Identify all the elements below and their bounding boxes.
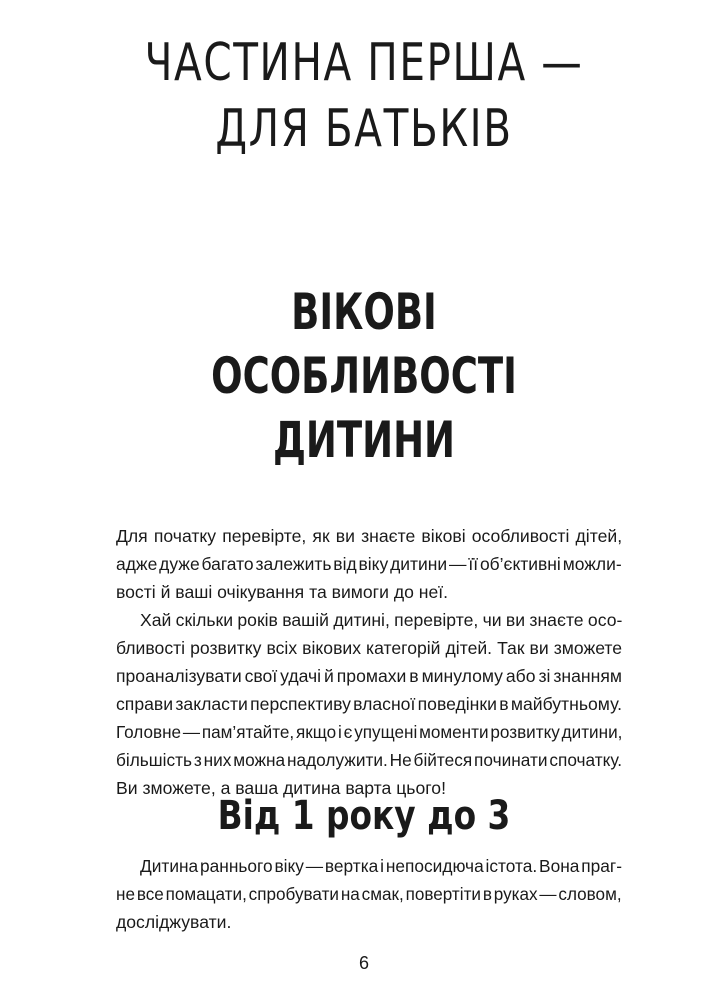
paragraph-2-line-4: справи закласти перспективу власної поведінки в майбутньому. bbox=[116, 694, 622, 714]
paragraph-2-line-5: Головне — пам’ятайте, якщо і є упущені моменти розвитку дитини, bbox=[116, 722, 623, 742]
paragraph-1-line-3: вості й ваші очікування та вимоги до неї. bbox=[116, 582, 449, 602]
paragraph-3-line-2: не все помацати, спробувати на смак, повертіти в руках — словом, bbox=[116, 884, 622, 904]
paragraph-3 bbox=[116, 852, 622, 936]
chapter-title-line-1: ВІКОВІ bbox=[291, 283, 437, 341]
paragraph-2-line-6: більшість з них можна надолужити. Не бійтеся починати спочатку. bbox=[116, 750, 623, 770]
paragraph-2-line-2: бливості розвитку всіх вікових категорій дітей. Так ви зможете bbox=[116, 638, 623, 658]
paragraph-2-line-1: Хай скільки років вашій дитині, перевірте, чи ви знаєте осо- bbox=[140, 610, 623, 630]
section-title: Від 1 року до 3 bbox=[217, 793, 511, 839]
paragraph-3-line-3: досліджувати. bbox=[116, 912, 232, 932]
paragraph-3-line-1: Дитина раннього віку — вертка і непосидюча істота. Вона праг- bbox=[140, 856, 622, 876]
chapter-title-line-2: ОСОБЛИВОСТІ bbox=[211, 347, 517, 405]
chapter-title-line-3: ДИТИНИ bbox=[272, 411, 456, 469]
paragraph-2-line-3: проаналізувати свої удачі й промахи в минулому або зі знанням bbox=[116, 666, 622, 686]
paragraph-2 bbox=[116, 606, 622, 802]
part-title-line-2: ДЛЯ БАТЬКІВ bbox=[215, 99, 513, 159]
paragraph-1 bbox=[116, 522, 622, 606]
paragraph-1-line-1: Для початку перевірте, як ви знаєте вікові особливості дітей, bbox=[116, 526, 623, 546]
paragraph-1-line-2: адже дуже багато залежить від віку дитини — її об’єктивні можли- bbox=[116, 554, 622, 574]
page-number: 6 bbox=[358, 953, 369, 973]
paragraph-2-line-7: Ви зможете, а ваша дитина варта цього! bbox=[116, 778, 446, 798]
part-title-line-1: ЧАСТИНА ПЕРША — bbox=[144, 33, 584, 93]
